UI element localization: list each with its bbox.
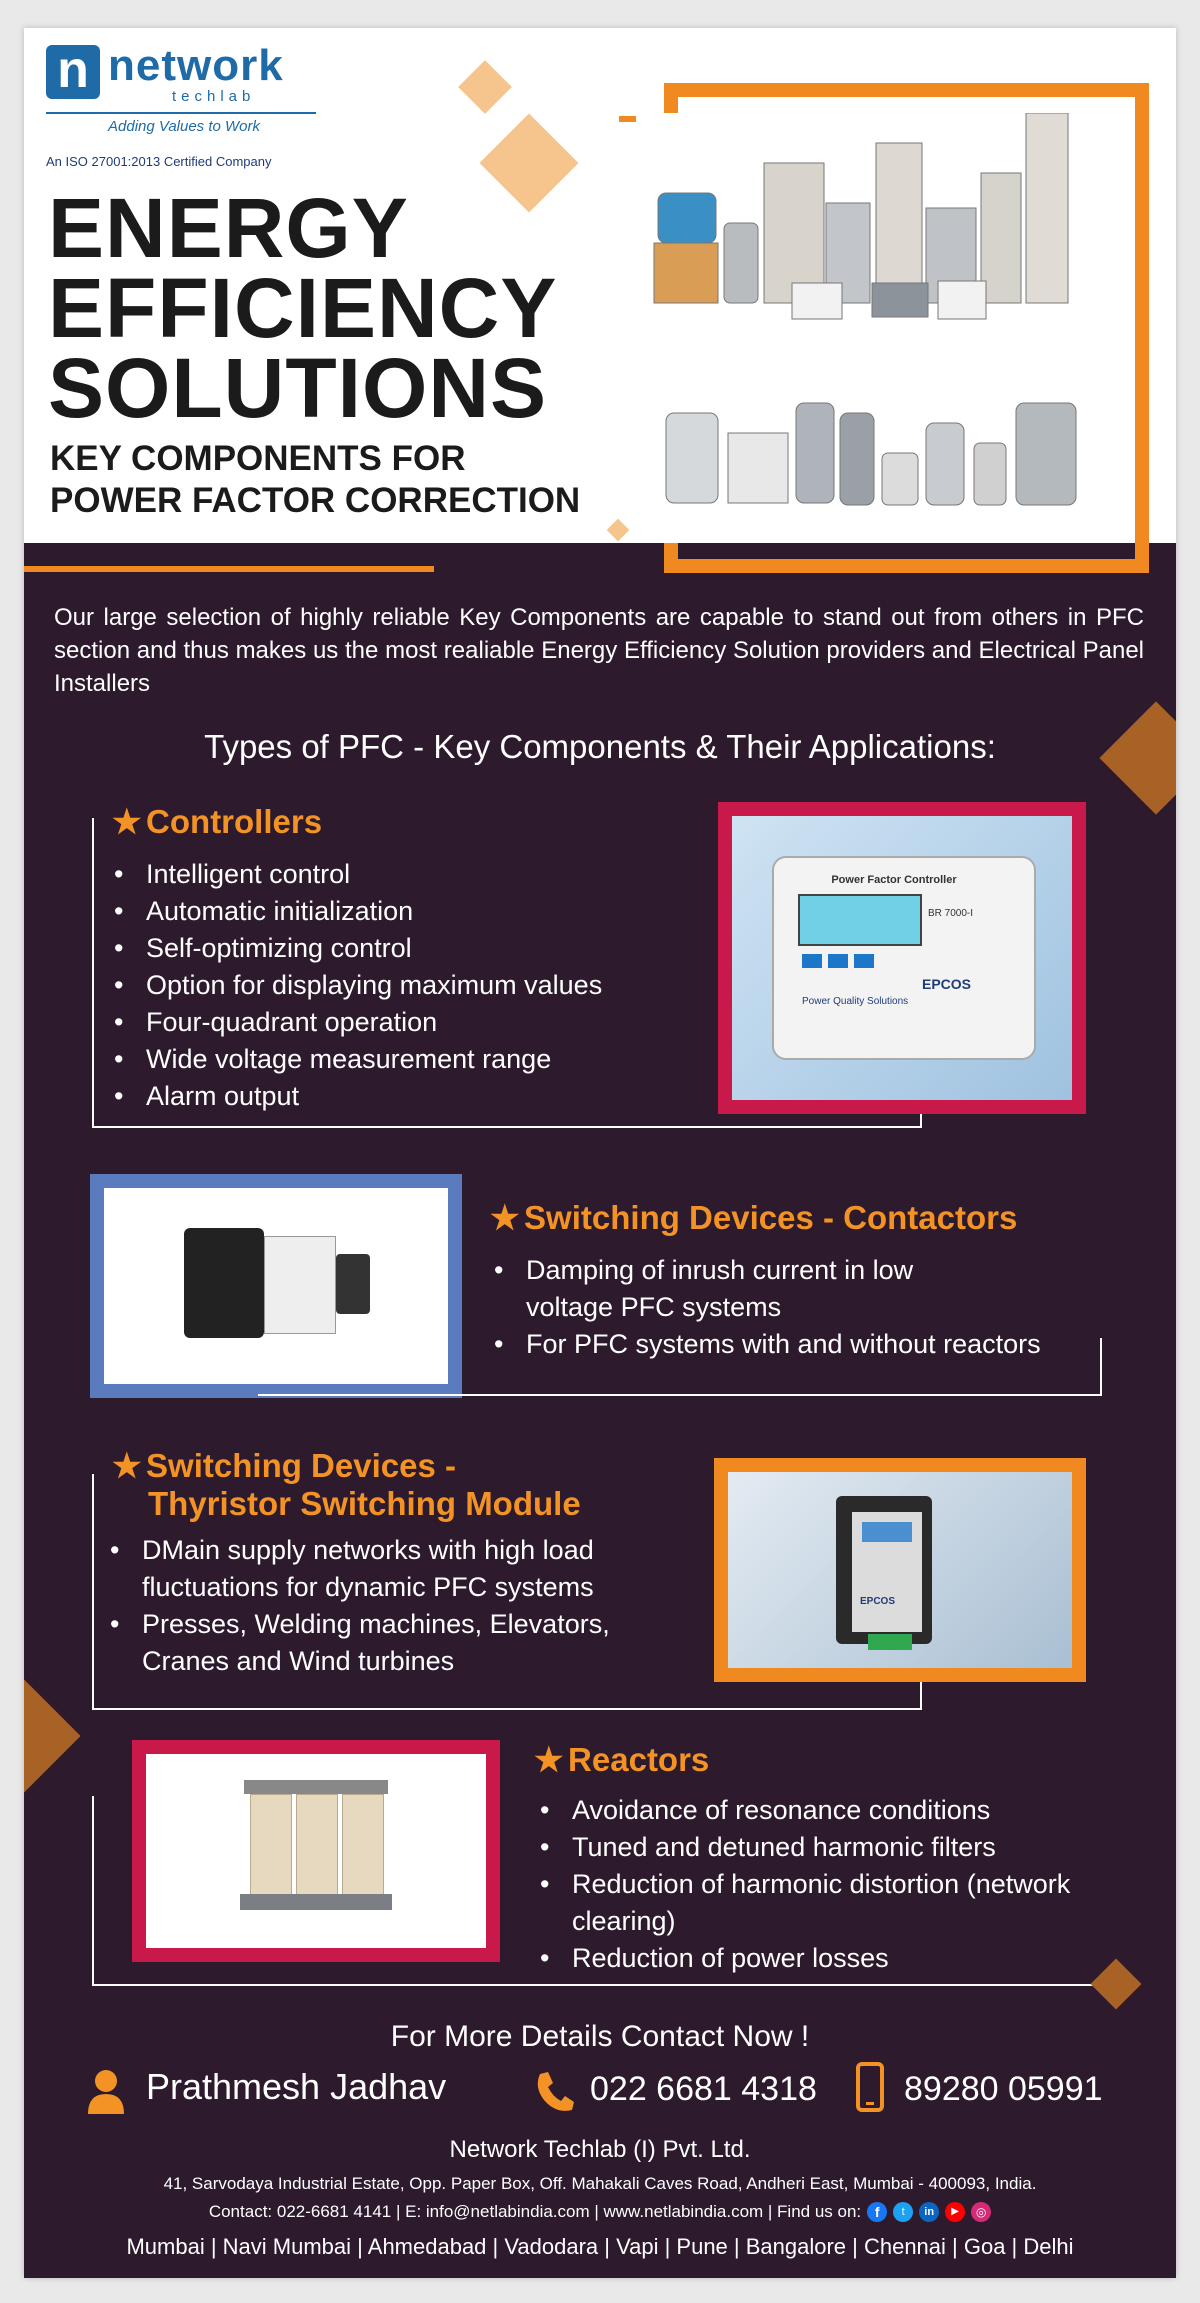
reactors-heading [534,1740,709,1779]
linkedin-icon[interactable]: in [919,2202,939,2222]
hero-subtitle-line-2: POWER FACTOR CORRECTION [50,481,581,520]
list-item: • Reduction of harmonic distortion (network clearing) [536,1866,1096,1940]
controller-button [802,954,822,968]
facebook-icon[interactable]: f [867,2202,887,2222]
controller-lcd [798,894,922,946]
contactor-label-plate [264,1236,336,1334]
list-item: • Four-quadrant operation [110,1004,730,1041]
thyristor-terminal [868,1634,912,1650]
star-icon: ★ [112,1447,142,1484]
list-item: • Alarm output [110,1078,730,1115]
controller-brand: EPCOS [922,976,972,992]
controller-image-frame [718,802,1086,1114]
decor-diamond-left [24,1679,81,1792]
contact-phone: 022 6681 4318 [590,2070,817,2108]
list-item: • Automatic initialization [110,893,730,930]
thyristor-heading [102,1446,591,1523]
intro-paragraph: Our large selection of highly reliable Key Components are capable to stand out from others in PFC section and thus makes us the most realiable Energy Efficiency Solution providers and Electrical Panel Installers [54,604,1144,697]
controller-button [828,954,848,968]
contactors-title: Switching Devices - Contactors [524,1199,1018,1236]
person-icon [86,2068,126,2116]
logo-letter: n [57,41,89,99]
thyristor-title-line-1: Switching Devices - [146,1447,456,1484]
youtube-icon[interactable]: ▶ [945,2202,965,2222]
list-item: • DMain supply networks with high load fluctuations for dynamic PFC systems [106,1532,686,1606]
star-icon: ★ [534,1741,564,1778]
cities-list: Mumbai | Navi Mumbai | Ahmedabad | Vadodara | Vapi | Pune | Bangalore | Chennai | Goa | Delhi [126,2234,1074,2259]
list-item: • Self-optimizing control [110,930,730,967]
controllers-heading [102,802,332,841]
brand-name: network [108,41,284,90]
contact-cta: For More Details Contact Now ! [390,2020,810,2053]
list-item: • For PFC systems with and without reactors [490,1326,1110,1363]
list-item: • Intelligent control [110,856,730,893]
thyristor-image-frame [714,1458,1086,1682]
controller-model: BR 7000-I [928,908,974,919]
brand-sub: techlab [172,88,256,105]
controllers-list [110,856,730,1115]
contactors-heading [490,1198,1017,1237]
company-address: 41, Sarvodaya Industrial Estate, Opp. Paper Box, Off. Mahakali Caves Road, Andheri East, Mumbai - 400093, India. [163,2174,1037,2193]
hero-subtitle-line-1: KEY COMPONENTS FOR [50,439,466,478]
thyristor-display [862,1522,912,1542]
reactor-top-clamp [244,1780,388,1794]
reactors-title: Reactors [568,1741,710,1778]
decor-diamond-right [1099,701,1176,814]
hero-title-line-3: SOLUTIONS [48,341,548,435]
contact-mobile: 89280 05991 [904,2070,1103,2108]
list-item: • Reduction of power losses [536,1940,1096,1977]
thyristor-title-line-2: Thyristor Switching Module [148,1485,581,1522]
twitter-icon[interactable]: t [893,2202,913,2222]
controller-device-label: Power Factor Controller [831,874,957,886]
controller-button [854,954,874,968]
capacitor-gallery-illustration [636,113,1106,543]
thyristor-brand: EPCOS [860,1596,896,1607]
logo-divider [46,112,316,114]
decor-diamond-tiny [607,519,630,542]
controller-image [732,816,1072,1100]
hero-title [48,181,558,435]
thyristor-image [728,1472,1072,1668]
contactor-block [184,1228,264,1338]
decor-bar-bottom [24,566,434,572]
contact-line: Contact: 022-6681 4141 | E: info@netlabindia.com | www.netlabindia.com | Find us on: [208,2202,862,2221]
contact-person: Prathmesh Jadhav [146,2066,447,2107]
instagram-icon[interactable]: ◎ [971,2202,991,2222]
flyer-card [24,28,1176,2278]
reactors-list [536,1792,1096,1977]
contactors-list [490,1252,1110,1363]
controller-buttons [802,954,898,984]
brand-tagline: Adding Values to Work [108,118,261,135]
company-name: Network Techlab (I) Pvt. Ltd. [449,2136,751,2163]
list-item: • Damping of inrush current in low voltage PFC systems [490,1252,996,1326]
capacitor-gallery [636,113,1106,543]
hero-title-line-1: ENERGY [48,181,409,275]
list-item: • Avoidance of resonance conditions [536,1792,1096,1829]
list-item: • Tuned and detuned harmonic filters [536,1829,1096,1866]
hero-title-line-2: EFFICIENCY [48,261,558,355]
hero-subtitle [50,438,580,522]
types-heading: Types of PFC - Key Components & Their Applications: [204,728,996,765]
controller-tagline: Power Quality Solutions [802,996,909,1007]
controllers-title: Controllers [146,803,323,840]
list-item: • Presses, Welding machines, Elevators, Cranes and Wind turbines [106,1606,686,1680]
thyristor-list [106,1532,686,1680]
decor-diamond-small [458,60,512,114]
list-item: • Option for displaying maximum values [110,967,730,1004]
contact-line-row [24,2202,1176,2222]
iso-certification: An ISO 27001:2013 Certified Company [46,154,272,169]
phone-icon [534,2070,574,2114]
star-icon: ★ [112,803,142,840]
contactor-side-module [336,1254,370,1314]
list-item: • Wide voltage measurement range [110,1041,730,1078]
mobile-icon [856,2062,884,2112]
star-icon: ★ [490,1199,520,1236]
